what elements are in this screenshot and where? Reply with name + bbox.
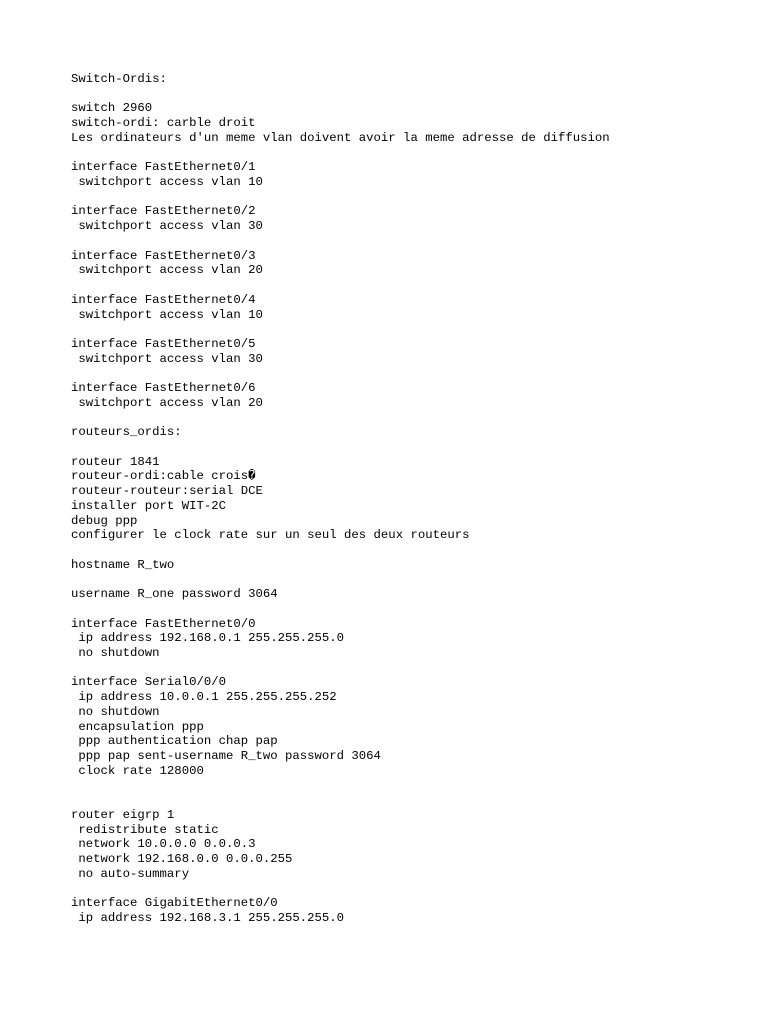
text-line (71, 793, 751, 808)
text-line: ip address 192.168.0.1 255.255.255.0 (71, 631, 345, 646)
text-line (71, 602, 751, 617)
text-line (71, 190, 751, 205)
text-line: clock rate 128000 (71, 763, 204, 778)
text-line: configurer le clock rate sur un seul des deux routeurs (71, 528, 470, 543)
text-line: hostname R_two (71, 557, 175, 572)
text-line: installer port WIT-2C (71, 498, 226, 513)
text-line: redistribute static (71, 822, 219, 837)
text-line: switchport access vlan 10 (71, 175, 263, 190)
text-line: routeurs_ordis: (71, 425, 182, 440)
text-line (71, 661, 751, 676)
text-line: ppp authentication chap pap (71, 734, 278, 749)
text-line: interface FastEthernet0/1 (71, 160, 256, 175)
text-line: no shutdown (71, 646, 160, 661)
text-line (71, 572, 751, 587)
text-line: interface FastEthernet0/2 (71, 204, 256, 219)
text-line (71, 440, 751, 455)
text-line: router eigrp 1 (71, 807, 175, 822)
text-line: routeur-ordi:cable crois� (71, 469, 256, 484)
text-line (71, 882, 751, 897)
text-line: interface FastEthernet0/5 (71, 336, 256, 351)
text-line (71, 411, 751, 426)
text-line: no shutdown (71, 704, 160, 719)
text-line (71, 366, 751, 381)
text-line: network 192.168.0.0 0.0.0.255 (71, 852, 293, 867)
text-line: ppp pap sent-username R_two password 3064 (71, 749, 381, 764)
text-line (71, 278, 751, 293)
text-line: switchport access vlan 30 (71, 351, 263, 366)
text-line: username R_one password 3064 (71, 587, 278, 602)
text-line: routeur-routeur:serial DCE (71, 484, 263, 499)
text-line: encapsulation ppp (71, 719, 204, 734)
text-line: interface FastEthernet0/4 (71, 292, 256, 307)
text-line: ip address 10.0.0.1 255.255.255.252 (71, 690, 337, 705)
text-line: interface Serial0/0/0 (71, 675, 226, 690)
text-line: switchport access vlan 30 (71, 219, 263, 234)
text-line (71, 234, 751, 249)
text-line: interface FastEthernet0/0 (71, 616, 256, 631)
text-line: switchport access vlan 10 (71, 307, 263, 322)
text-line: switch 2960 (71, 101, 153, 116)
document-text (71, 72, 751, 926)
text-line: interface FastEthernet0/6 (71, 381, 256, 396)
text-line: switch-ordi: carble droit (71, 116, 256, 131)
text-line (71, 779, 751, 794)
text-line: switchport access vlan 20 (71, 395, 263, 410)
text-line: network 10.0.0.0 0.0.0.3 (71, 837, 256, 852)
text-line: debug ppp (71, 513, 138, 528)
text-line: interface GigabitEthernet0/0 (71, 896, 278, 911)
text-line: no auto-summary (71, 866, 190, 881)
text-line: interface FastEthernet0/3 (71, 248, 256, 263)
text-line (71, 322, 751, 337)
text-line: switchport access vlan 20 (71, 263, 263, 278)
text-line: routeur 1841 (71, 454, 160, 469)
text-line: Switch-Ordis: (71, 72, 167, 86)
text-line (71, 146, 751, 161)
text-line (71, 87, 751, 102)
text-line (71, 543, 751, 558)
text-line: Les ordinateurs d'un meme vlan doivent avoir la meme adresse de diffusion (71, 130, 610, 145)
text-line: ip address 192.168.3.1 255.255.255.0 (71, 910, 345, 925)
